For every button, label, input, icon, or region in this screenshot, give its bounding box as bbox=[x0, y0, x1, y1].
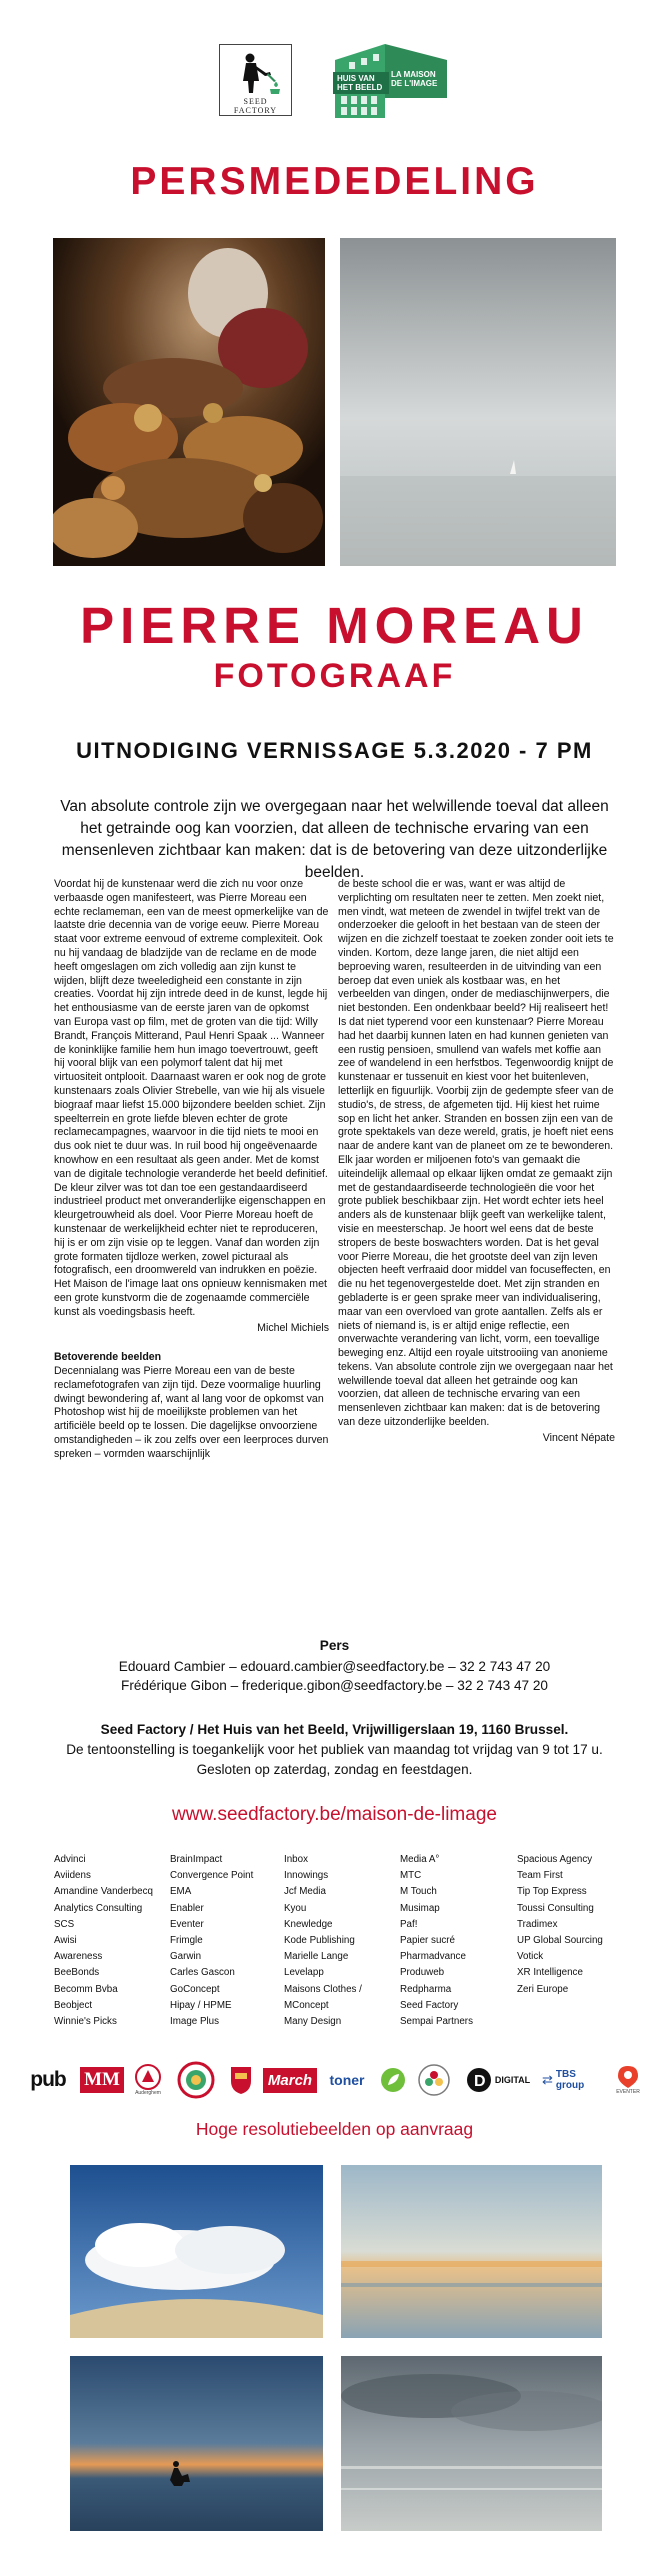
sponsor-name: Team First bbox=[517, 1870, 563, 1882]
sponsor-name: Innowings bbox=[284, 1870, 329, 1882]
round-seal-logo bbox=[174, 2061, 218, 2099]
svg-text:D: D bbox=[473, 2073, 486, 2090]
article-right-column bbox=[338, 878, 615, 1446]
sponsor-name: Frimgle bbox=[170, 1935, 203, 1947]
crest-logo bbox=[226, 2061, 256, 2099]
sponsor-column bbox=[517, 1852, 603, 1998]
sponsor-name: Awareness bbox=[54, 1951, 103, 1963]
tbs-group-logo bbox=[542, 2061, 604, 2099]
sponsor-name: Seed Factory bbox=[400, 1999, 459, 2011]
maison-logo-line-1: HUIS VAN bbox=[337, 74, 375, 83]
tbs-logo-text: TBS group bbox=[555, 2069, 585, 2091]
sponsor-name: Knewledge bbox=[284, 1918, 333, 1930]
eventer-logo-text: EVENTER bbox=[616, 2089, 640, 2095]
sponsor-name: Inbox bbox=[284, 1854, 308, 1865]
grey-sea-photo bbox=[341, 2356, 602, 2531]
sponsor-name: Carles Gascon bbox=[170, 1967, 235, 1979]
page-title: PERSMEDEDELING bbox=[130, 160, 539, 203]
sponsor-name: SCS bbox=[54, 1918, 75, 1930]
sponsor-name: Toussi Consulting bbox=[517, 1902, 594, 1914]
maison-logo-line-3: LA MAISON bbox=[391, 70, 436, 79]
march-logo bbox=[264, 2061, 316, 2099]
website-link[interactable]: www.seedfactory.be/maison-de-limage bbox=[172, 1804, 497, 1825]
sponsor-name: Many Design bbox=[284, 2016, 342, 2028]
sponsor-name: Maisons Clothes / bbox=[284, 1983, 362, 1995]
sponsor-name: XR Intelligence bbox=[517, 1967, 583, 1979]
sponsor-name: Enabler bbox=[170, 1902, 204, 1914]
eventer-logo bbox=[612, 2061, 644, 2099]
high-resolution-notice: Hoge resolutiebeelden op aanvraag bbox=[195, 2119, 474, 2139]
seed-logo-word: SEED bbox=[243, 97, 268, 106]
feast-still-life-photo bbox=[53, 238, 325, 566]
sponsor-column bbox=[284, 1852, 362, 2030]
leaf-logo bbox=[378, 2061, 408, 2099]
mm-logo-text: MM bbox=[80, 2067, 124, 2093]
digital-logo-text: DIGITAL bbox=[494, 2075, 531, 2085]
sponsor-name: M Touch bbox=[400, 1886, 437, 1898]
artist-role: FOTOGRAAF bbox=[213, 657, 456, 695]
article-left-column bbox=[54, 878, 329, 1462]
arrows-icon: ⇄ bbox=[542, 2072, 553, 2087]
rider-at-dusk-beach-photo bbox=[70, 2356, 323, 2531]
sponsor-name: Winnie's Picks bbox=[54, 2016, 117, 2028]
sponsor-name: Garwin bbox=[170, 1951, 202, 1963]
sponsor-name: Kyou bbox=[284, 1902, 307, 1914]
sponsor-name: MTC bbox=[400, 1870, 422, 1882]
author-signature: Vincent Népate bbox=[542, 1431, 615, 1444]
opening-hours: De tentoonstelling is toegankelijk voor het publiek van maandag tot vrijdag van 9 tot 17 u. bbox=[66, 1742, 603, 1757]
mm-logo bbox=[82, 2061, 122, 2099]
sponsor-name: BrainImpact bbox=[170, 1854, 223, 1865]
location-pin-icon bbox=[617, 2065, 639, 2089]
sponsor-name: Tip Top Express bbox=[517, 1886, 587, 1898]
sponsor-name: EMA bbox=[170, 1886, 192, 1898]
seal-icon bbox=[177, 2061, 215, 2099]
maison-logo-line-2: HET BEELD bbox=[337, 83, 383, 92]
toner-logo-text: toner bbox=[329, 2072, 365, 2088]
sponsor-name: Pharmadvance bbox=[400, 1951, 466, 1963]
sponsor-column bbox=[170, 1852, 253, 2030]
floral-badge-icon bbox=[417, 2063, 451, 2097]
sponsor-name: Marielle Lange bbox=[284, 1951, 349, 1963]
sponsor-name: MConcept bbox=[284, 1999, 329, 2011]
article-paragraph: Voordat hij de kunstenaar werd die zich nu voor onze verbaasde ogen manifesteert, was Pierre Moreau een echte reclameman, een van de meest opmerkelijke van de laatste drie decennia van de vorige eeuw. Pierre Moreau staat voor extreme eenvoud of extreme complexiteit. Ook nu hij vandaag de bladzijde van de reclame en de mode heeft omgeslagen om zich volledig aan zijn kunst te wijden, blijft deze tweeledigheid een constante in zijn creaties. Voordat hij zijn intrede deed in de kunst, legde hij het enthousiasme van de eerste jaren van de opkomst van Europa vast op film, met de groten van die tijd: Willy Brandt, François Mitterand, Paul Henri Spaak ... Wanneer de koninklijke familie hem hun imago toevertrouwt, geeft hij vooral blijk van een polymorf talent dat hij met virtuositeit ontplooit. Daarnaast waren er ook nog de grote kunstenaars zoals Olivier Strebelle, van wie hij als visuele biograaf maar liefst 15.000 bijzondere beelden schiet. Zijn speelterrein en grote liefde bleven echter de grote reclamecampagnes, waarvoor in die tijd niets te mooi en dus ook niet te duur was. In ruil bood hij ongeëvenaarde knowhow en een resultaat als geen ander. Met de komst van de digitale technologie veranderde het beeld definitief. De kleur zilver was tot dan toe een gestandaardiseerd industrieel product met onveranderlijke eigenschappen en kleurgetrouwheid als doel. Voor Pierre Moreau hoeft de kunstenaar de werkelijkheid echter niet te reproduceren, hij is er om zijn visie op te leggen. Vanaf dan worden zijn grote formaten tijdloze werken, zowel picturaal als fotografisch, een droomwereld van indrukken en poëzie. Het Maison de l'image laat ons opnieuw kennismaken met een grote kunstvorm die de zogenaamde commerciële kunst als voedingsbasis heeft. bbox=[54, 878, 329, 1318]
maison-de-limage-logo bbox=[325, 40, 457, 118]
sponsor-name: Jcf Media bbox=[284, 1886, 326, 1898]
pub-logo bbox=[24, 2061, 72, 2099]
header-logos bbox=[0, 38, 669, 118]
sponsor-column bbox=[400, 1852, 473, 2030]
sponsor-name: Levelapp bbox=[284, 1967, 324, 1979]
auderghem-logo bbox=[130, 2061, 166, 2099]
press-contacts bbox=[0, 1636, 669, 1695]
digital-logo bbox=[462, 2061, 534, 2099]
sponsor-name: Becomm Bvba bbox=[54, 1983, 118, 1995]
sponsor-name: Convergence Point bbox=[170, 1870, 254, 1882]
sponsor-name: Beobject bbox=[54, 1999, 93, 2011]
pastel-shore-photo bbox=[341, 2165, 602, 2338]
sponsor-name: UP Global Sourcing bbox=[517, 1935, 603, 1947]
sponsor-name: GoConcept bbox=[170, 1983, 220, 1995]
sponsor-name: Aviidens bbox=[54, 1870, 91, 1882]
shield-icon bbox=[229, 2065, 253, 2095]
gardener-silhouette-icon bbox=[230, 51, 282, 95]
article-paragraph: de beste school die er was, want er was altijd de verplichting om resultaten neer te zetten. Men zoekt niet, men vindt, wat meteen de zwendel in twijfel trekt van de onderzoeker die gelooft in het bestaan van de steen der wijzen en die zichzelf toestaat te zoeken zonder ooit iets te vinden. Kortom, deze lange jaren, die niet altijd een beproeving waren, resulteerden in de uitvinding van een beroep dat even uniek als kostbaar was, en het verbeelden van dingen, onder de mediaschijnwerpers, die niet bestonden. Een ondenkbaar beeld? Hij realiseert het! Is dat niet typerend voor een kunstenaar? Pierre Moreau had het daarbij kunnen laten en had kunnen genieten van een rustig pensioen, smullend van wafels met koffie aan zee of wandelend in een herfstbos. Tegenwoordig knijpt de kunstenaar er tussenuit en kiest voor het buitenleven, letterlijk en figuurlijk. Voorbij zijn de gedempte sfeer van de studio's, de stress, de afgemeten tijd. Hij kiest het ruime sop en licht het anker. Stranden en bossen zijn een van de grote spektakels van deze wereld, gratis, je hoeft niet eens naar de andere kant van de planeet om ze te bewonderen. Elk jaar worden er miljoenen foto's van gemaakt die uiteindelijk allemaal op elkaar lijken omdat ze gemaakt zijn met de gestandaardiseerde technologieën die voor het grote publiek beschikbaar zijn. Het wordt echter iets heel anders als de kunstenaar blijk geeft van werkelijke talent, visie en meesterschap. Je hoort wel eens dat de beste stropers de beste boswachters worden. Dat is het geval voor Pierre Moreau, die het grootste deel van zijn leven objecten heeft verfraaid door middel van focuseffecten, en die nu het tegenovergestelde doet. Met zijn stranden en gebladerte is er geen sprake meer van individualisering, maar van een overvloed van grote aantallen. Zelfs als er niets of niemand is, is er altijd enige reflectie, een onverwachte verandering van licht, vorm, een toevallige beweging enz. Altijd een royale uitstrooiing van anonieme tekens. Van absolute controle zijn we overgegaan naar het welwillende toeval dat alleen het getrainde oog kan voorzien, dat alleen de technische ervaring van een mensenleven zichtbaar kan maken: dat is de betovering van deze uitzonderlijke beelden. bbox=[338, 878, 614, 1429]
sponsor-name: Paf! bbox=[400, 1918, 418, 1930]
floral-seal-logo bbox=[414, 2061, 454, 2099]
auderghem-emblem-icon bbox=[135, 2064, 161, 2090]
toner-logo bbox=[324, 2061, 370, 2099]
sponsor-name: BeeBonds bbox=[54, 1967, 100, 1979]
pub-logo-text: pub bbox=[30, 2068, 66, 2091]
author-signature: Michel Michiels bbox=[257, 1321, 329, 1334]
leaf-icon bbox=[380, 2067, 406, 2093]
sponsor-name: Awisi bbox=[54, 1935, 77, 1947]
sponsor-column bbox=[54, 1852, 153, 2030]
sponsor-name: Sempai Partners bbox=[400, 2016, 473, 2028]
sponsor-name: Analytics Consulting bbox=[54, 1902, 143, 1914]
press-contact-line: Edouard Cambier – edouard.cambier@seedfactory.be – 32 2 743 47 20 bbox=[118, 1659, 551, 1674]
venue-address: Seed Factory / Het Huis van het Beeld, Vrijwilligerslaan 19, 1160 Brussel. bbox=[100, 1722, 569, 1737]
sponsor-name: Zeri Europe bbox=[517, 1983, 569, 1995]
sponsor-name: Kode Publishing bbox=[284, 1935, 355, 1947]
seed-factory-logo bbox=[219, 44, 292, 116]
sponsor-name: Hipay / HPME bbox=[170, 1999, 232, 2011]
sponsor-name: Media A° bbox=[400, 1854, 440, 1865]
closing-days: Gesloten op zaterdag, zondag en feestdagen. bbox=[196, 1762, 473, 1777]
sponsor-name: Produweb bbox=[400, 1967, 445, 1979]
maison-logo-line-4: DE L'IMAGE bbox=[391, 79, 438, 88]
sponsor-name: Spacious Agency bbox=[517, 1854, 593, 1865]
sponsor-name: Eventer bbox=[170, 1918, 204, 1930]
sponsor-name: Votick bbox=[517, 1951, 544, 1963]
intro-paragraph: Van absolute controle zijn we overgegaan naar het welwillende toeval dat alleen het getrainde oog kan voorzien, dat alleen de technische ervaring van een mensenleven zichtbaar kan maken: dat is de betovering van deze uitzonderlijke beelden. bbox=[60, 798, 609, 881]
sponsor-name: Tradimex bbox=[517, 1918, 558, 1930]
venue-info bbox=[0, 1720, 669, 1780]
sponsor-name: Musimap bbox=[400, 1902, 440, 1914]
sponsor-name: Amandine Vanderbecq bbox=[54, 1886, 153, 1898]
press-label: Pers bbox=[319, 1638, 350, 1653]
misty-sea-sailboat-photo bbox=[340, 238, 616, 566]
sponsor-name: Redpharma bbox=[400, 1983, 452, 1995]
vernissage-invitation: UITNODIGING VERNISSAGE 5.3.2020 - 7 PM bbox=[76, 738, 593, 763]
clouds-over-dune-photo bbox=[70, 2165, 323, 2338]
march-logo-text: March bbox=[263, 2068, 317, 2093]
factory-logo-word: FACTORY bbox=[233, 106, 278, 115]
partner-logos bbox=[24, 2061, 644, 2099]
artist-name: PIERRE MOREAU bbox=[80, 597, 589, 654]
d-letter-icon bbox=[466, 2067, 492, 2093]
press-contact-line: Frédérique Gibon – frederique.gibon@seedfactory.be – 32 2 743 47 20 bbox=[121, 1678, 548, 1693]
article-paragraph: Decennialang was Pierre Moreau een van de beste reclamefotografen van zijn tijd. Deze voormalige huurling dwingt bewondering af, want al lang voor de opkomst van Photoshop wist hij de moeilijkste problemen van het artificiële beeld op te lossen. Die dagelijkse onvoorziene omstandigheden – ik zou zelfs over een leerproces durven spreken – vormden waarschijnlijk bbox=[54, 1365, 329, 1460]
auderghem-logo-text: Auderghem bbox=[135, 2090, 161, 2096]
sponsor-name: Image Plus bbox=[170, 2016, 220, 2028]
sponsor-name: Papier sucré bbox=[400, 1935, 455, 1947]
sponsor-name: Advinci bbox=[54, 1854, 86, 1865]
article-subheading: Betoverende beelden bbox=[54, 1351, 162, 1364]
